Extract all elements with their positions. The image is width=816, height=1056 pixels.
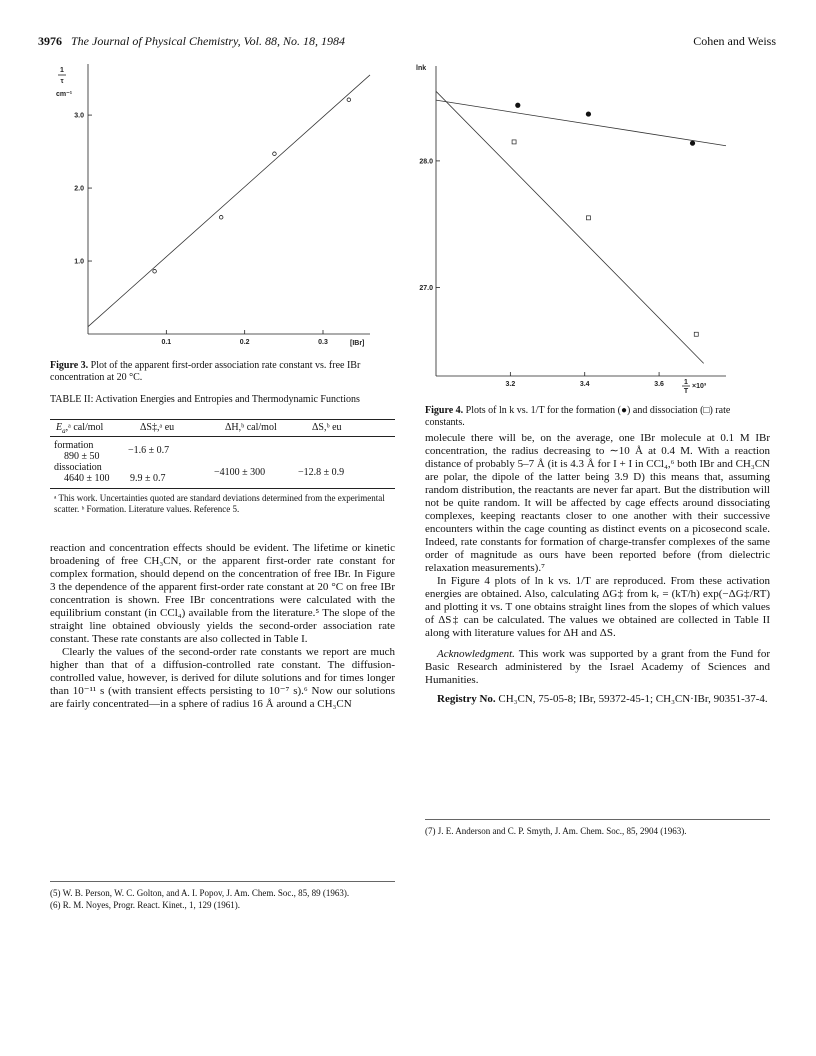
cell-ea: 890 ± 50 [64, 451, 100, 462]
y-axis-label-denominator: τ [60, 78, 64, 85]
reference-item: (7) J. E. Anderson and C. P. Smyth, J. Am. Chem. Soc., 85, 2904 (1963). [425, 826, 687, 836]
data-point [153, 269, 157, 273]
header-ds-activation: ΔS‡,ᵃ eu [140, 422, 175, 433]
x-axis-label-numerator: 1 [684, 379, 688, 386]
data-point [347, 98, 351, 102]
acknowledgment-text: This work was supported by a grant from the Fund for Basic Research administered by the Israel Academy of Sciences and Humanities. [425, 648, 770, 686]
footnote-divider [50, 881, 395, 882]
dissociation-point [512, 140, 516, 144]
registry-numbers [425, 693, 770, 706]
right-references [425, 826, 770, 838]
data-point [273, 152, 277, 156]
table-2-title: TABLE II: Activation Energies and Entropies and Thermodynamic Functions [50, 394, 360, 405]
cell-ds: −12.8 ± 0.9 [298, 467, 345, 478]
figure-4-caption [425, 405, 770, 429]
paragraph: molecule there will be, on the average, one IBr molecule at 0.1 M IBr concentration, the radius decreasing to ∼10 Å at 0.4 M. With a reaction distance of probably 5–7 Å (it is 4.3 Å for I + I in CCl₄,⁶ both IBr and CH₃CN are polar, the dipole of the latter being 3.9 D) this means that, assuming random distribution, the reactants are never far apart. But the distribution will not be quite random. It will be affected by cage effects around dissociating complexes, keeping reactants closer to one another with their successive encounters within the cage counting as distinct events on a picosecond scale. Indeed, rate constants for formation of charge-transfer complexes of the same order of magnitude as ours have been reported before (from dielectric relaxation measurements).⁷ [425, 432, 770, 574]
table-header-row [50, 420, 395, 436]
formation-point [586, 111, 591, 116]
data-point [219, 215, 223, 219]
y-tick-label: 1.0 [74, 258, 84, 266]
y-tick-label: 27.0 [419, 284, 433, 292]
header-dh: ΔH,ᵇ cal/mol [225, 422, 277, 433]
x-tick-label: 3.2 [505, 381, 516, 388]
acknowledgment [425, 648, 770, 687]
figure-3-caption-text: Plot of the apparent first-order association rate constant vs. free IBr concentration at 20 °C. [50, 360, 361, 383]
y-tick-label: 28.0 [419, 158, 433, 166]
footnote-divider [425, 819, 770, 820]
x-axis-label-denominator: T [683, 388, 689, 395]
figure-3 [40, 58, 380, 348]
reference-item: (6) R. M. Noyes, Progr. React. Kinet., 1, 129 (1961). [50, 899, 240, 910]
y-tick-label: 3.0 [74, 112, 84, 120]
row-label: dissociation [54, 462, 102, 473]
registry-text: CH₃CN, 75-05-8; IBr, 59372-45-1; CH₃CN·IBr, 90351-37-4. [498, 693, 768, 705]
dissociation-point [694, 332, 698, 336]
dissociation-fit-line [436, 91, 704, 363]
journal-citation: The Journal of Physical Chemistry, Vol. 88, No. 18, 1984 [71, 34, 345, 48]
left-column-body [50, 542, 395, 711]
right-column-body [425, 432, 770, 706]
paragraph: In Figure 4 plots of ln k vs. 1/T are reproduced. From these activation energies are obtained. Also, calculating ΔG‡ from kᵣ = (kT/h) exp(−ΔG‡/RT) and plotting it vs. T one obtains straight lines from the slopes of which values of ΔS‡ can be calculated. The values we obtained are collected in Table II along with literature values for ΔH and ΔS. [425, 575, 770, 639]
cell-ea: 4640 ± 100 [64, 473, 110, 484]
running-header-left [38, 34, 345, 49]
header-ea: $E_a,ᵃ$ cal/mol [56, 422, 104, 435]
y-axis-label-numerator: 1 [60, 67, 64, 74]
table-footnote: ᵃ This work. Uncertainties quoted are standard deviations determined from the experimental scatter. ᵇ Formation. Literature values. Reference 5. [54, 493, 385, 514]
figure-3-caption [50, 360, 395, 384]
row-label: formation [54, 440, 94, 451]
header-ds: ΔS,ᵇ eu [312, 422, 342, 433]
registry-label: Registry No. [437, 693, 496, 705]
table-2 [50, 419, 395, 514]
cell-ds-activation: −1.6 ± 0.7 [128, 445, 170, 456]
x-tick-label: 3.4 [579, 381, 590, 388]
x-tick-label: 0.1 [161, 339, 172, 346]
paragraph: reaction and concentration effects should be evident. The lifetime or kinetic broadening of free CH₃CN, or the apparent first-order rate constant for complex formation, should depend on the concentration of free IBr. In Figure 3 the dependence of the apparent first-order rate constant at 20 °C on free IBr concentration is shown. Free IBr concentrations were calculated with the equilibrium constant (in CCl₄) available from the literature.⁵ The slope of the straight line obtained obviously yields the second-order association rate constant. These rate constants are also collected in Table I. [50, 542, 395, 645]
figure-3-caption-label: Figure 3. [50, 360, 89, 371]
paragraph: Clearly the values of the second-order rate constants we report are much higher than that of a diffusion-controlled rate constant. The diffusion-controlled value, however, is derived for dilute solutions and for times longer than 10⁻¹¹ s (with transient effects persisting to 10⁻⁷ s).⁶ Now our solutions are fairly concentrated—in a sphere of radius 16 Å around a CH₃CN [50, 646, 395, 710]
dissociation-point [586, 216, 590, 220]
x-axis-label-suffix: ×10³ [692, 383, 707, 390]
x-tick-label: 0.2 [239, 339, 250, 346]
figure-4-chart [414, 58, 744, 398]
acknowledgment-label: Acknowledgment. [437, 648, 515, 660]
table-row [50, 462, 395, 478]
left-references [50, 888, 395, 911]
running-header-authors: Cohen and Weiss [693, 34, 776, 48]
table-row [50, 473, 395, 484]
figure-4-caption-text: Plots of ln k vs. 1/T for the formation (●) and dissociation (□) rate constants. [425, 405, 731, 428]
figure-4 [414, 58, 744, 398]
formation-fit-line [436, 100, 726, 146]
fit-line [88, 75, 370, 327]
table-row [50, 440, 395, 451]
cell-ds-activation: 9.9 ± 0.7 [130, 473, 166, 484]
formation-point [690, 141, 695, 146]
y-tick-label: 2.0 [74, 185, 84, 193]
formation-point [515, 103, 520, 108]
figure-4-caption-label: Figure 4. [425, 405, 464, 416]
figure-3-chart [40, 58, 380, 348]
x-tick-label: 3.6 [654, 381, 664, 388]
x-axis-label: [IBr] [350, 340, 365, 347]
reference-item: (5) W. B. Person, W. C. Golton, and A. I. Popov, J. Am. Chem. Soc., 85, 89 (1963). [50, 888, 350, 898]
y-axis-unit: cm⁻¹ [56, 91, 73, 98]
cell-dh: −4100 ± 300 [214, 467, 266, 478]
y-axis-label: lnk [416, 65, 427, 72]
page-number: 3976 [38, 34, 62, 48]
x-tick-label: 0.3 [318, 339, 328, 346]
